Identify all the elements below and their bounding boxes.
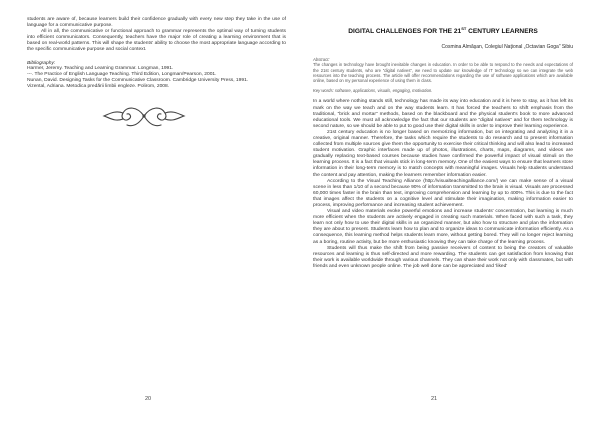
- keywords-line: Key words: software, applications, visuals, engaging, motivation.: [313, 88, 433, 94]
- flourish-ornament-icon: [101, 102, 187, 130]
- right-paragraph-3: According to the Visual Teaching Alliance (http://visualteachingalliance.com/) we can make sense of a visual scene in less than 1/10 of a second because 90% of information transmitted to the brain is visual. Visuals are processed 60,000 times faster in the brain than text, improving comprehension and learning by up to 400%. This is due to the fact that images affect the students on a cognitive level and stimulate their imagination, making information easier to process, improving performance and increasing student achievement.: [313, 178, 573, 208]
- bibliography-entry: Nunan, David. Designing Tasks for the Communicative Classroom. Cambridge University Press, 1991.: [27, 77, 249, 83]
- right-page: [300, 0, 600, 424]
- left-paragraph-1: students are aware of, because learners build their confidence gradually with every new step they take in the use of language for a communicative purpose.: [27, 17, 286, 29]
- bibliography-entry: ---. The Practice of English Language Teaching. Third Edition, Longman/Pearson, 2001.: [27, 71, 217, 77]
- bibliography-entry: Harmer, Jeremy. Teaching and Learning Grammar. Longman, 1991.: [27, 65, 174, 71]
- right-paragraph-2: 21st century education is no longer based on memorizing information, but on integrating and analyzing it in a creative, original manner. Therefore, the tasks which require the students to do research and to present information collected from multiple sources give them the opportunity to exercise their critical thinking and will also lead to increased student motivation. Graphic interfaces made up of photos, illustrations, charts, maps, diagrams, and videos are gradually replacing text-based courses because studies have confirmed the powerful impact of visual stimuli on the learning process. It is a fact that visuals stick in long-term memory. One of the easiest ways to ensure that learners store information in their long-term memory is to match concepts with meaningful images. Visuals help students understand the content and pay attention, making the learners remember information easier.: [313, 129, 573, 178]
- right-paragraph-1: In a world where nothing stands still, technology has made its way into education and it is here to stay, as it has left its mark on the way we teach and on the way students learn. It has forced the teachers to shift emphasis from the traditional, “brick and mortar” methods, based on the blackboard and the physical student's book to more advanced educational tools. We must all acknowledge the fact that our students are “digital natives” and for them technology is second nature, so we should be able to put to good use their digital skills in order to improve their learning experience.: [313, 99, 573, 129]
- article-title: DIGITAL CHALLENGES FOR THE 21ST CENTURY LEARNERS: [348, 26, 538, 36]
- page-number: 21: [431, 396, 438, 402]
- left-paragraph-2: All in all, the communicative or functional approach to grammar represents the optimal way of turning students into efficient communicators. Consequently, teachers have the major role of creating a learning environment that is based on real-world patterns. This will shape the students' ability to choose the most appropriate language according to the specific communicative purpose and social context.: [27, 29, 286, 53]
- right-paragraph-5: Students will thus make the shift from being passive receivers of content to being the creators of valuable resources and learning is thus self-directed and more rewarding. The students can get satisfaction from knowing that their work is available worldwide through various channels. They can share their work not only with classmates, but with friends and even unknown people online. The job well done can be appreciated and 'liked': [313, 245, 573, 269]
- page-number: 20: [145, 396, 152, 402]
- abstract-label: Abstract:: [313, 57, 330, 63]
- bibliography-entry: Vizental, Adriana. Metodica predării limbii engleze. Polirom, 2008.: [27, 83, 170, 89]
- bibliography-heading: Bibliography:: [27, 60, 56, 66]
- abstract-text: The changes in technology have brought inevitable changes in education. In order to be able to respond to the needs and expectations of the 21st century students, who are “digital natives”, we need to update our knowledge of IT technology so we can integrate the web resources into the teaching process. The article will offer recommendations regarding the use of software applications which are available online, based on my personal experience of using them in class.: [313, 62, 573, 83]
- author-line: Cosmina Almăşan, Colegiul Naţional „Octavian Goga” Sibiu: [441, 44, 573, 51]
- right-paragraph-4: Visual and video materials evoke powerful emotions and increase students' concentration, but learning is much more efficient when the students are actively engaged in creating such materials. When faced with such a task, they learn not only how to use their digital skills in an organized manner, but also how to structure and plan the information they are about to present. Students learn how to plan and to organize ideas to communicate information efficiently. As a consequence, this learning method helps students learn more, without getting bored. They will no longer reject learning as a boring, routine activity, but be more enthusiastic knowing they can take charge of the learning process.: [313, 209, 573, 245]
- bibliography-list: [27, 66, 286, 90]
